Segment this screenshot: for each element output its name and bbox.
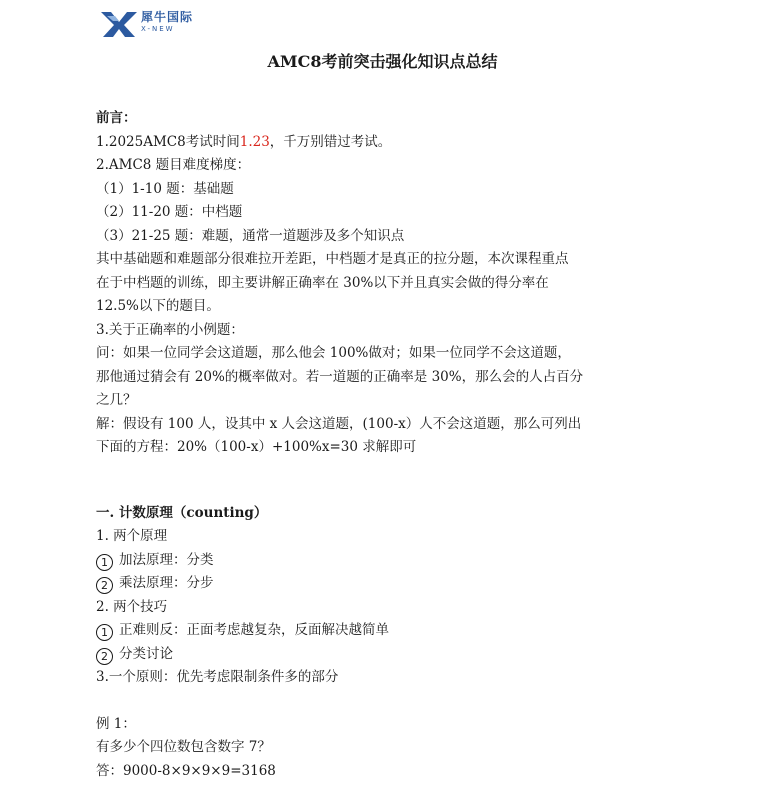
exam-date-prefix: 1.2025AMC8考试时间 xyxy=(96,133,240,150)
exam-date-suffix: ，千万别错过考试。 xyxy=(269,133,392,150)
difficulty-level-2: （2）11-20 题：中档题 xyxy=(96,204,243,220)
paragraph-line: 其中基础题和难题部分很难拉开差距，中档题才是真正的拉分题，本次课程重点 xyxy=(96,251,569,267)
exam-date: 1.23 xyxy=(239,133,270,150)
principle-text: 乘法原理：分步 xyxy=(119,575,214,591)
example-label: 例 1： xyxy=(96,715,136,732)
x-new-logo-icon xyxy=(99,10,139,38)
preface-item-3: 3.关于正确率的小例题： xyxy=(96,321,244,338)
preface-item-2: 2.AMC8 题目难度梯度： xyxy=(96,157,251,173)
technique-item xyxy=(96,619,656,643)
difficulty-level-1: （1）1-10 题：基础题 xyxy=(96,180,234,197)
question-line: 问：如果一位同学会这道题，那么他会 100%做对；如果一位同学不会这道题， xyxy=(96,345,571,361)
answer-line: 解：假设有 100 人，设其中 x 人会这道题，(100-x）人不会这道题，那么可列出 xyxy=(96,415,582,432)
circled-number: 1 xyxy=(96,624,113,641)
example-answer: 答：9000-8×9×9×9=3168 xyxy=(96,762,276,779)
principle-text: 加法原理：分类 xyxy=(119,551,214,568)
preface-item-1 xyxy=(96,131,656,155)
document-body xyxy=(96,107,656,783)
paragraph-line: 12.5%以下的题目。 xyxy=(96,298,220,314)
logo-english-name: X-NEW xyxy=(141,25,175,33)
difficulty-level-3: （3）21-25 题：难题，通常一道题涉及多个知识点 xyxy=(96,227,405,244)
rule-line: 3.一个原则：优先考虑限制条件多的部分 xyxy=(96,669,339,685)
principle-item xyxy=(96,572,656,596)
principle-item xyxy=(96,549,656,573)
answer-line: 下面的方程：20%（100-x）+100%x=30 求解即可 xyxy=(96,439,417,455)
technique-text: 正难则反：正面考虑越复杂，反面解决越简单 xyxy=(119,622,389,638)
circled-number: 2 xyxy=(96,577,113,594)
technique-text: 分类讨论 xyxy=(119,645,173,662)
question-line: 那他通过猜会有 20%的概率做对。若一道题的正确率是 30%，那么会的人占百分 xyxy=(96,368,584,385)
section-heading: 一. 计数原理（counting） xyxy=(96,504,268,521)
example-question: 有多少个四位数包含数字 7？ xyxy=(96,739,271,755)
logo-chinese-name: 犀牛国际 xyxy=(141,10,194,24)
preface-heading: 前言： xyxy=(96,110,137,126)
technique-item xyxy=(96,643,656,667)
paragraph-line: 在于中档题的训练，即主要讲解正确率在 30%以下并且真实会做的得分率在 xyxy=(96,274,549,291)
techniques-heading: 2. 两个技巧 xyxy=(96,598,168,615)
circled-number: 1 xyxy=(96,554,113,571)
brand-logo xyxy=(99,10,199,40)
circled-number: 2 xyxy=(96,648,113,665)
question-line: 之几？ xyxy=(96,392,137,408)
document-title: AMC8考前突击强化知识点总结 xyxy=(267,52,498,71)
principles-heading: 1. 两个原理 xyxy=(96,528,168,544)
